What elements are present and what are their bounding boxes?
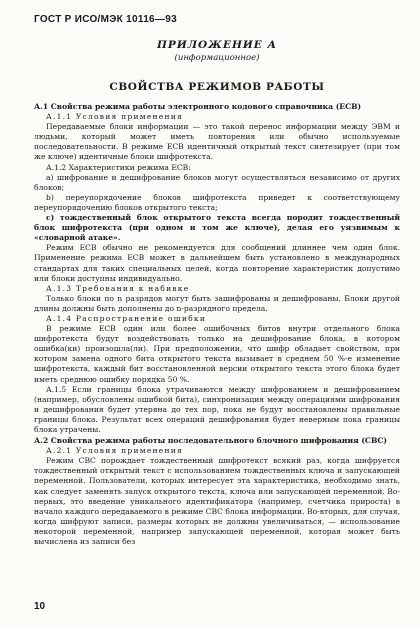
a21-paragraph: Режим СВС порождает тождественный шифротекст всякий раз, когда шифруется тождественный открытый текст с использованием тождественных ключа и запускающей переменной. Пользователи, которых интересует эта характеристика, необходимо знать, как следует заменять запуск открытого текста, ключа или запускающей переменной. Во-первых, это введение уникального идентификатора (например, счетчика прироста) в начало каждого передаваемого в режиме СВС блока информации. Во-вторых, для случая, когда шифруют записи, размеры которых не должны увеличиваться, — использование некоторой переменной, например запускающей переменной, которая может быть вычислена из записи без	[34, 456, 400, 547]
a15-paragraph: А.1.5 Если границы блока утрачиваются между шифрованием и дешифрованием (например, обусловлены ошибкой бита), синхронизация между операциями шифрования и дешифрования будет утеряна до тех пор, пока не будут восстановлены правильные границы блока. Результат всех операций дешифрования будет неверным пока границы блока утрачены.	[34, 384, 400, 434]
page-number: 10	[34, 601, 46, 612]
a11-paragraph: Передаваемые блоки информации — это такой перенос информации между ЭВМ и людьми, который может иметь повторения или обычно используемые последовательности. В режиме ЕСВ идентичный открытый текст синтезирует (при том же ключе) идентичные блоки шифротекста.	[34, 122, 400, 162]
a1-heading: А.1 Свойства режима работы электронного кодового справочника (ЕСВ)	[34, 102, 362, 111]
a21-heading: А.2.1 Условия применения	[46, 446, 183, 456]
standard-header: ГОСТ Р ИСО/МЭК 10116—93	[34, 14, 177, 25]
appendix-title: ПРИЛОЖЕНИЕ А	[157, 39, 277, 51]
a13-paragraph: Только блоки по n разрядов могут быть зашифрованы и дешифрованы. Блоки другой длины должны быть дополнены до n-разрядного предела.	[34, 293, 400, 313]
a14-paragraph: В режиме ЕСВ один или более ошибочных битов внутри отдельного блока шифротекста будут воздействовать только на дешифрование блока, в котором ошибка(ки) произошла(ли). При предположении, что шифр обладает свойством, при котором замена одного бита открытого текста вызывает в среднем 50 %-е изменение шифротекста, каждый бит восстановленной версии открытого текста этого блока будет иметь среднюю ошибку порядка 50 %.	[34, 324, 400, 384]
a12-item-a: а) шифрование и дешифрование блоков могут осуществляться независимо от других блоков;	[34, 172, 400, 192]
a12-heading: А.1.2 Характеристики режима ЕСВ:	[46, 162, 191, 172]
section-title: СВОЙСТВА РЕЖИМОВ РАБОТЫ	[109, 81, 325, 93]
a13-heading: А.1.3 Требования к набивке	[46, 283, 190, 293]
body-text	[34, 102, 400, 547]
a12-item-b: b) переупорядочение блоков шифротекста приведет к соответствующему переупорядочению блоков открытого текста;	[34, 192, 400, 212]
a14-heading: А.1.4 Распространение ошибки	[46, 313, 207, 323]
a12-item-c: с) тождественный блок открытого текста всегда породит тождественный блок шифротекста (при одном и том же ключе), делая его уязвимым к «словарной атаке».	[34, 213, 400, 243]
a12-paragraph: Режим ЕСВ обычно не рекомендуется для сообщений длиннее чем один блок. Применение режима ЕСВ может в дальнейшем быть установлено в международных стандартах для таких специальных целей, когда повторение характеристик допустимо или блоки доступны индивидуально.	[34, 243, 400, 283]
a11-heading: А.1.1 Условия применения	[46, 112, 183, 122]
appendix-subtitle: (информационное)	[174, 53, 260, 63]
a2-heading: А.2 Свойства режима работы последовательного блочного шифрования (СВС)	[34, 436, 388, 446]
